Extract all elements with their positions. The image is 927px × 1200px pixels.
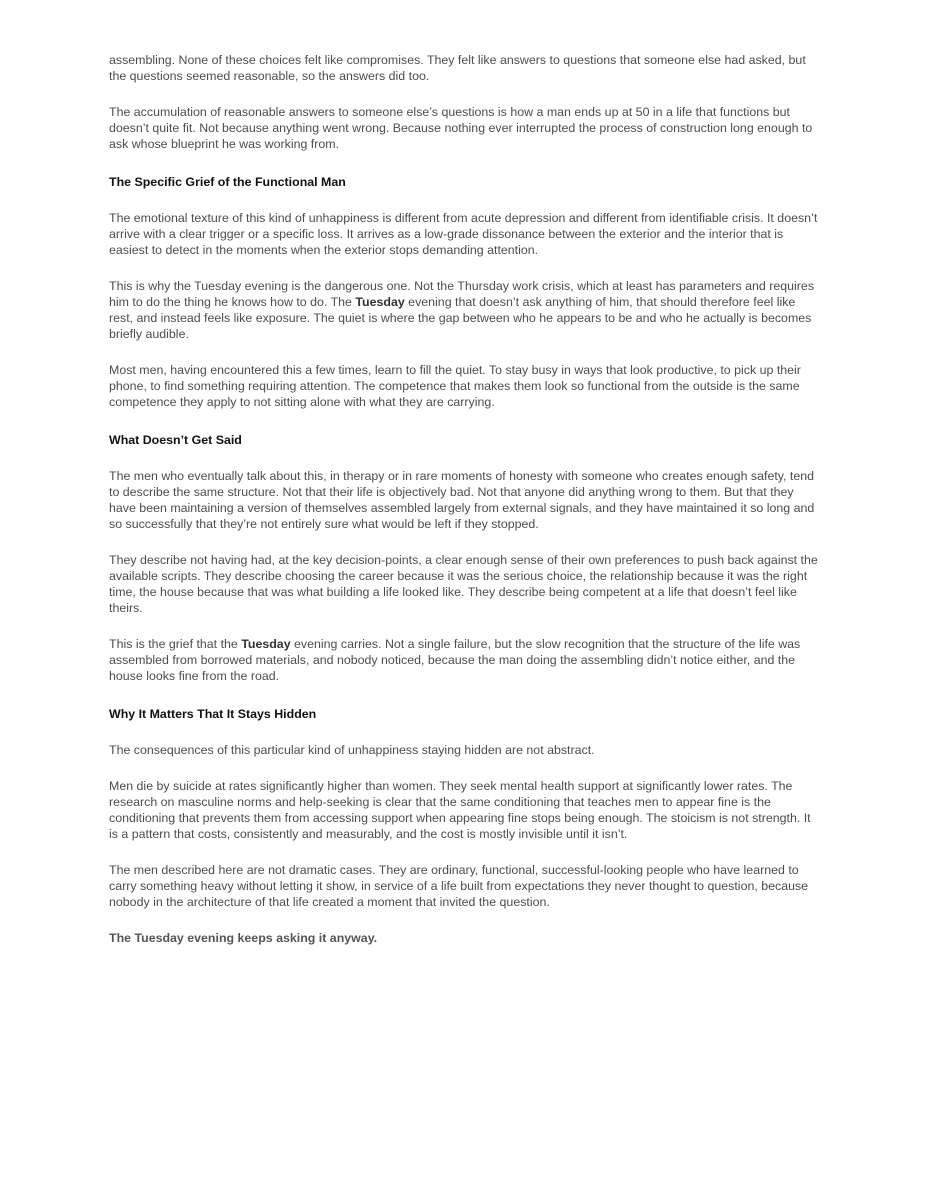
section-heading: Why It Matters That It Stays Hidden (109, 707, 317, 721)
paragraph: The emotional texture of this kind of unhappiness is different from acute depression and different from identifiable crisis. It doesn’t arrive with a clear trigger or a specific loss. It arrives as a low-grade dissonance between the exterior and the interior that is easiest to detect in the moments when the exterior stops demanding attention. (109, 211, 818, 257)
paragraph-text: evening carries. Not a single failure, but the slow recognition that the structure of the life was assembled from borrowed materials, and nobody noticed, because the man doing the assembling didn’t notice either, and the house looks fine from the road. (109, 637, 801, 683)
closing-line: The Tuesday evening keeps asking it anyway. (109, 931, 378, 945)
emphasis-text: Tuesday (355, 295, 405, 309)
document-page (109, 52, 821, 946)
paragraph (109, 278, 821, 342)
paragraph: Men die by suicide at rates significantly higher than women. They seek mental health support at significantly lower rates. The research on masculine norms and help-seeking is clear that the same conditioning that teaches men to appear fine is the conditioning that prevents them from accessing support when appearing fine stops being enough. The stoicism is not strength. It is a pattern that costs, consistently and measurably, and the cost is mostly invisible until it isn’t. (109, 779, 811, 841)
paragraph-text: This is the grief that the (109, 637, 242, 651)
section-heading: What Doesn’t Get Said (109, 433, 242, 447)
paragraph: The men described here are not dramatic cases. They are ordinary, functional, successful-looking people who have learned to carry something heavy without letting it show, in service of a life built from expectations they never thought to question, because nobody in the architecture of that life created a moment that invited the question. (109, 863, 809, 909)
paragraph: The men who eventually talk about this, in therapy or in rare moments of honesty with someone who creates enough safety, tend to describe the same structure. Not that their life is objectively bad. Not that anyone did anything wrong to them. But that they have been maintaining a version of themselves assembled largely from external signals, and they have maintained it so long and so successfully that they’re not entirely sure what would be left if they stopped. (109, 469, 815, 531)
emphasis-text: Tuesday (241, 637, 291, 651)
paragraph: The consequences of this particular kind of unhappiness staying hidden are not abstract. (109, 743, 595, 757)
paragraph: Most men, having encountered this a few times, learn to fill the quiet. To stay busy in ways that look productive, to pick up their phone, to find something requiring attention. The competence that makes them look so functional from the outside is the same competence they apply to not sitting alone with what they are carrying. (109, 363, 801, 409)
section-heading: The Specific Grief of the Functional Man (109, 175, 346, 189)
paragraph: assembling. None of these choices felt like compromises. They felt like answers to questions that someone else had asked, but the questions seemed reasonable, so the answers did too. (109, 53, 806, 83)
paragraph: The accumulation of reasonable answers to someone else’s questions is how a man ends up at 50 in a life that functions but doesn’t quite fit. Not because anything went wrong. Because nothing ever interrupted the process of construction long enough to ask whose blueprint he was working from. (109, 105, 813, 151)
paragraph-text: This is why the Tuesday evening is the dangerous one. Not the Thursday work crisis, which at least has parameters and requires him to do the thing he knows how to do. The (109, 279, 815, 309)
paragraph (109, 636, 821, 684)
paragraph: They describe not having had, at the key decision-points, a clear enough sense of their own preferences to push back against the available scripts. They describe choosing the career because it was the serious choice, the relationship because it was the right time, the house because that was what building a life looked like. They describe being competent at a life that doesn’t feel like theirs. (109, 553, 818, 615)
paragraph-text: evening that doesn’t ask anything of him, that should therefore feel like rest, and instead feels like exposure. The quiet is where the gap between who he appears to be and who he actually is becomes briefly audible. (109, 295, 812, 341)
